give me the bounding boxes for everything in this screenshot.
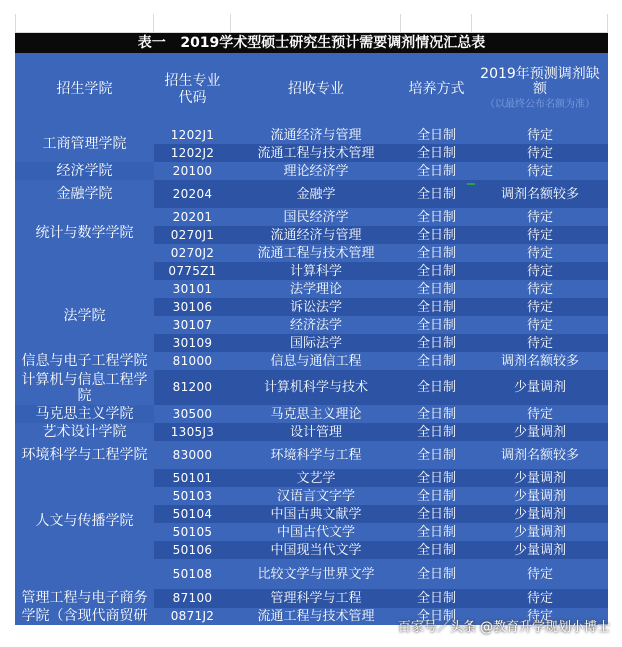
status-cell: 待定 <box>526 145 553 161</box>
table-row <box>15 589 608 608</box>
watermark-text: 百家号／头条 @教育升学规划小博士 <box>397 620 610 635</box>
table-row <box>15 370 608 405</box>
status-cell: 少量调剂 <box>513 488 566 504</box>
major-cell: 国民经济学 <box>283 209 349 225</box>
spreadsheet-grid-top <box>15 14 608 33</box>
major-cell: 中国古代文学 <box>276 524 355 540</box>
mode-cell: 全日制 <box>416 591 456 607</box>
adjustment-summary-table <box>15 53 608 625</box>
header-forecast: 2019年预测调剂缺额 （以最终公布名额为准） <box>472 53 608 126</box>
major-cell: 理论经济学 <box>283 163 349 179</box>
mode-cell: 全日制 <box>416 127 456 143</box>
mode-cell: 全日制 <box>416 488 456 504</box>
mode-cell: 全日制 <box>416 524 456 540</box>
mode-cell: 全日制 <box>416 335 456 351</box>
school-cell: 环境科学与工程学院 <box>15 441 154 469</box>
code-cell: 0871J2 <box>170 609 215 624</box>
mode-cell: 全日制 <box>416 566 456 582</box>
code-cell: 50106 <box>172 542 213 557</box>
major-cell: 流通经济与管理 <box>270 227 362 243</box>
major-cell: 文艺学 <box>296 470 336 486</box>
mode-cell: 全日制 <box>416 263 456 279</box>
major-cell: 经济法学 <box>289 317 342 333</box>
code-cell: 81000 <box>172 353 213 368</box>
major-cell: 金融学 <box>296 186 336 202</box>
major-cell: 计算机科学与技术 <box>263 380 368 395</box>
table-row <box>15 405 608 423</box>
status-cell: 待定 <box>526 227 553 243</box>
status-cell: 调剂名额较多 <box>500 447 579 463</box>
header-school: 招生学院 <box>15 53 154 126</box>
table-row <box>15 469 608 487</box>
mode-cell: 全日制 <box>416 424 456 440</box>
code-cell: 30101 <box>172 281 213 296</box>
mode-cell: 全日制 <box>416 209 456 225</box>
school-cell: 管理工程与电子商务学院（含现代商贸研 <box>15 589 154 625</box>
code-cell: 20100 <box>172 163 213 178</box>
code-cell: 1202J1 <box>170 127 215 142</box>
status-cell: 待定 <box>526 335 553 351</box>
code-cell: 20204 <box>172 186 213 201</box>
status-cell: 少量调剂 <box>513 506 566 522</box>
major-cell: 设计管理 <box>289 424 342 440</box>
mode-cell: 全日制 <box>416 406 456 422</box>
code-cell: 50104 <box>172 506 213 521</box>
status-cell: 待定 <box>526 281 553 297</box>
code-cell: 0270J2 <box>170 245 215 260</box>
code-cell: 1202J2 <box>170 145 215 160</box>
major-cell: 流通经济与管理 <box>270 127 362 143</box>
mode-cell: 全日制 <box>416 380 456 395</box>
major-cell: 计算科学 <box>289 263 342 279</box>
major-cell: 汉语言文字学 <box>276 488 355 504</box>
code-cell: 0775Z1 <box>168 263 217 278</box>
mode-cell: 全日制 <box>416 317 456 333</box>
mode-cell: 全日制 <box>416 470 456 486</box>
status-cell: 待定 <box>526 127 553 143</box>
header-code: 招生专业代码 <box>154 53 231 126</box>
mode-cell: 全日制 <box>416 609 456 625</box>
code-cell: 81200 <box>172 380 213 394</box>
code-cell: 50103 <box>172 488 213 503</box>
major-cell: 国际法学 <box>289 335 342 351</box>
table-row <box>15 280 608 298</box>
header-major: 招收专业 <box>231 53 401 126</box>
status-cell: 待定 <box>526 245 553 261</box>
mode-cell: 全日制 <box>416 186 456 202</box>
status-cell: 待定 <box>526 263 553 279</box>
table-header-row <box>15 53 608 126</box>
table-row <box>15 126 608 144</box>
mode-cell: 全日制 <box>416 227 456 243</box>
status-cell: 调剂名额较多 <box>500 353 579 369</box>
table-row <box>15 423 608 441</box>
status-cell: 待定 <box>526 609 553 625</box>
status-cell: 少量调剂 <box>513 542 566 558</box>
major-cell: 流通工程与技术管理 <box>257 245 375 261</box>
status-cell: 待定 <box>526 406 553 422</box>
school-cell: 工商管理学院 <box>15 126 154 162</box>
status-cell: 少量调剂 <box>513 380 566 395</box>
school-cell: 统计与数学学院 <box>15 208 154 280</box>
status-cell: 少量调剂 <box>513 424 566 440</box>
code-cell: 30500 <box>172 406 213 421</box>
mode-cell: 全日制 <box>416 542 456 558</box>
code-cell: 83000 <box>172 447 213 462</box>
code-cell: 50101 <box>172 470 213 485</box>
school-cell: 马克思主义学院 <box>15 405 154 423</box>
major-cell: 环境科学与工程 <box>270 447 362 463</box>
status-cell: 待定 <box>526 209 553 225</box>
major-cell: 马克思主义理论 <box>270 406 362 422</box>
status-cell: 待定 <box>526 566 553 582</box>
code-cell: 30109 <box>172 335 213 350</box>
status-cell: 调剂名额较多 <box>500 186 579 202</box>
major-cell: 诉讼法学 <box>289 299 342 315</box>
school-cell: 信息与电子工程学院 <box>15 352 154 370</box>
table-row <box>15 208 608 226</box>
school-cell: 计算机与信息工程学院 <box>15 370 154 405</box>
table-row <box>15 441 608 469</box>
major-cell: 中国现当代文学 <box>270 542 362 558</box>
code-cell: 1305J3 <box>170 424 215 439</box>
major-cell: 比较文学与世界文学 <box>257 566 375 582</box>
status-cell: 少量调剂 <box>513 524 566 540</box>
major-cell: 管理科学与工程 <box>270 591 362 607</box>
code-cell: 87100 <box>172 591 213 606</box>
mode-cell: 全日制 <box>416 245 456 261</box>
mode-cell: 全日制 <box>416 163 456 179</box>
school-cell: 经济学院 <box>15 162 154 180</box>
code-cell: 50108 <box>172 566 213 581</box>
mode-cell: 全日制 <box>416 145 456 161</box>
mode-cell: 全日制 <box>416 281 456 297</box>
code-cell: 20201 <box>172 209 213 224</box>
major-cell: 流通工程与技术管理 <box>257 609 375 625</box>
status-cell: 待定 <box>526 591 553 607</box>
mode-cell: 全日制 <box>416 353 456 369</box>
school-cell: 人文与传播学院 <box>15 469 154 589</box>
school-cell: 法学院 <box>15 280 154 352</box>
cell-indicator-mark <box>467 183 475 185</box>
major-cell: 流通工程与技术管理 <box>257 145 375 161</box>
mode-cell: 全日制 <box>416 299 456 315</box>
status-cell: 待定 <box>526 317 553 333</box>
major-cell: 法学理论 <box>289 281 342 297</box>
code-cell: 50105 <box>172 524 213 539</box>
table-row <box>15 352 608 370</box>
status-cell: 待定 <box>526 163 553 179</box>
major-cell: 中国古典文献学 <box>270 506 362 522</box>
mode-cell: 全日制 <box>416 506 456 522</box>
table-row <box>15 162 608 180</box>
school-cell: 艺术设计学院 <box>15 423 154 441</box>
major-cell: 信息与通信工程 <box>270 353 362 369</box>
code-cell: 0270J1 <box>170 227 215 242</box>
header-forecast-note: （以最终公布名额为准） <box>485 99 595 110</box>
code-cell: 30106 <box>172 299 213 314</box>
header-mode: 培养方式 <box>401 53 472 126</box>
status-cell: 待定 <box>526 299 553 315</box>
mode-cell: 全日制 <box>416 447 456 463</box>
table-row <box>15 180 608 208</box>
table-title: 表一 2019学术型硕士研究生预计需要调剂情况汇总表 <box>15 33 608 53</box>
code-cell: 30107 <box>172 317 213 332</box>
school-cell: 金融学院 <box>15 180 154 208</box>
status-cell: 少量调剂 <box>513 470 566 486</box>
